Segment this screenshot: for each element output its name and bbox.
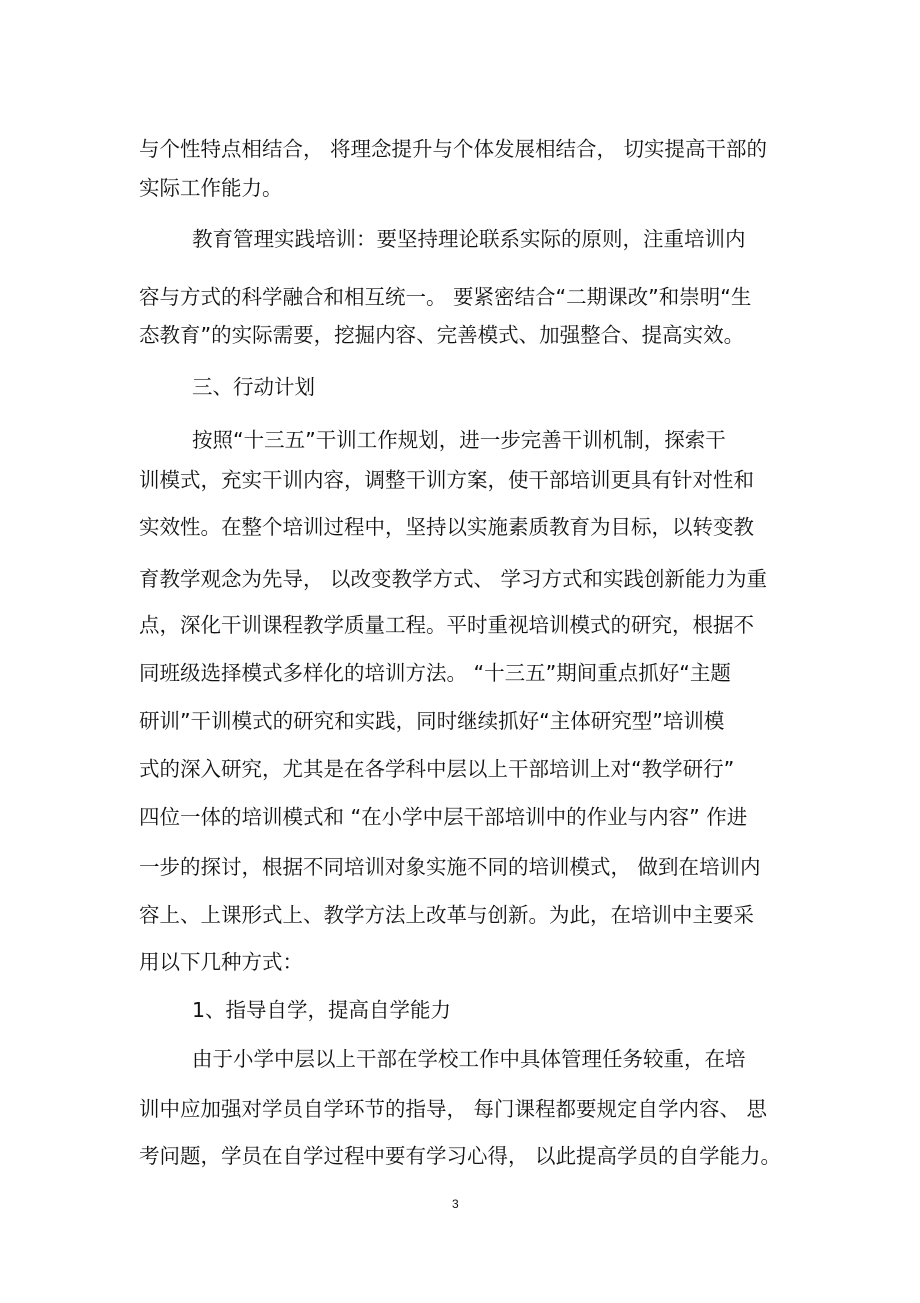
text-line: 式的深入研究，尤其是在各学科中层以上干部培训上对“教学研行” (139, 757, 735, 781)
text-line: 点，深化干训课程教学质量工程。平时重视培训模式的研究，根据不 (139, 613, 754, 637)
text-line: 由于小学中层以上干部在学校工作中具体管理任务较重，在培 (192, 1047, 746, 1071)
text-line: 四位一体的培训模式和 “在小学中层干部培训中的作业与内容” 作进 (139, 805, 748, 829)
section-heading: 三、行动计划 (192, 375, 315, 399)
text-line: 容上、上课形式上、教学方法上改革与创新。为此，在培训中主要采 (139, 903, 754, 927)
text-line: 与个性特点相结合， 将理念提升与个体发展相结合， 切实提高干部的 (139, 137, 768, 161)
text-line: 考问题，学员在自学过程中要有学习心得， 以此提高学员的自学能力。 (139, 1144, 782, 1168)
text-line: 按照“十三五”干训工作规划，进一步完善干训机制，探索干 (192, 428, 726, 452)
text-line: 育教学观念为先导， 以改变教学方式、 学习方式和实践创新能力为重 (139, 567, 768, 591)
page-number: 3 (452, 1197, 459, 1211)
text-line: 实效性。在整个培训过程中，坚持以实施素质教育为目标，以转变教 (139, 515, 754, 539)
section-heading: 1、指导自学，提高自学能力 (192, 998, 452, 1022)
text-line: 教育管理实践培训：要坚持理论联系实际的原则，注重培训内 (192, 227, 746, 251)
text-line: 同班级选择模式多样化的培训方法。 “十三五”期间重点抓好“主题 (139, 661, 731, 685)
text-line: 训模式，充实干训内容，调整干训方案，使干部培训更具有针对性和 (139, 468, 754, 492)
text-line: 用以下几种方式： (139, 950, 303, 974)
text-line: 容与方式的科学融合和相互统一。 要紧密结合“二期课改”和崇明“生 (139, 285, 752, 309)
text-line: 态教育”的实际需要，挖掘内容、完善模式、加强整合、提高实效。 (139, 323, 745, 347)
text-line: 研训”干训模式的研究和实践，同时继续抓好“主体研究型”培训模 (139, 709, 725, 733)
text-line: 一步的探讨，根据不同培训对象实施不同的培训模式， 做到在培训内 (139, 855, 761, 879)
text-line: 实际工作能力。 (139, 176, 283, 200)
text-line: 训中应加强对学员自学环节的指导， 每门课程都要规定自学内容、 思 (139, 1097, 768, 1121)
